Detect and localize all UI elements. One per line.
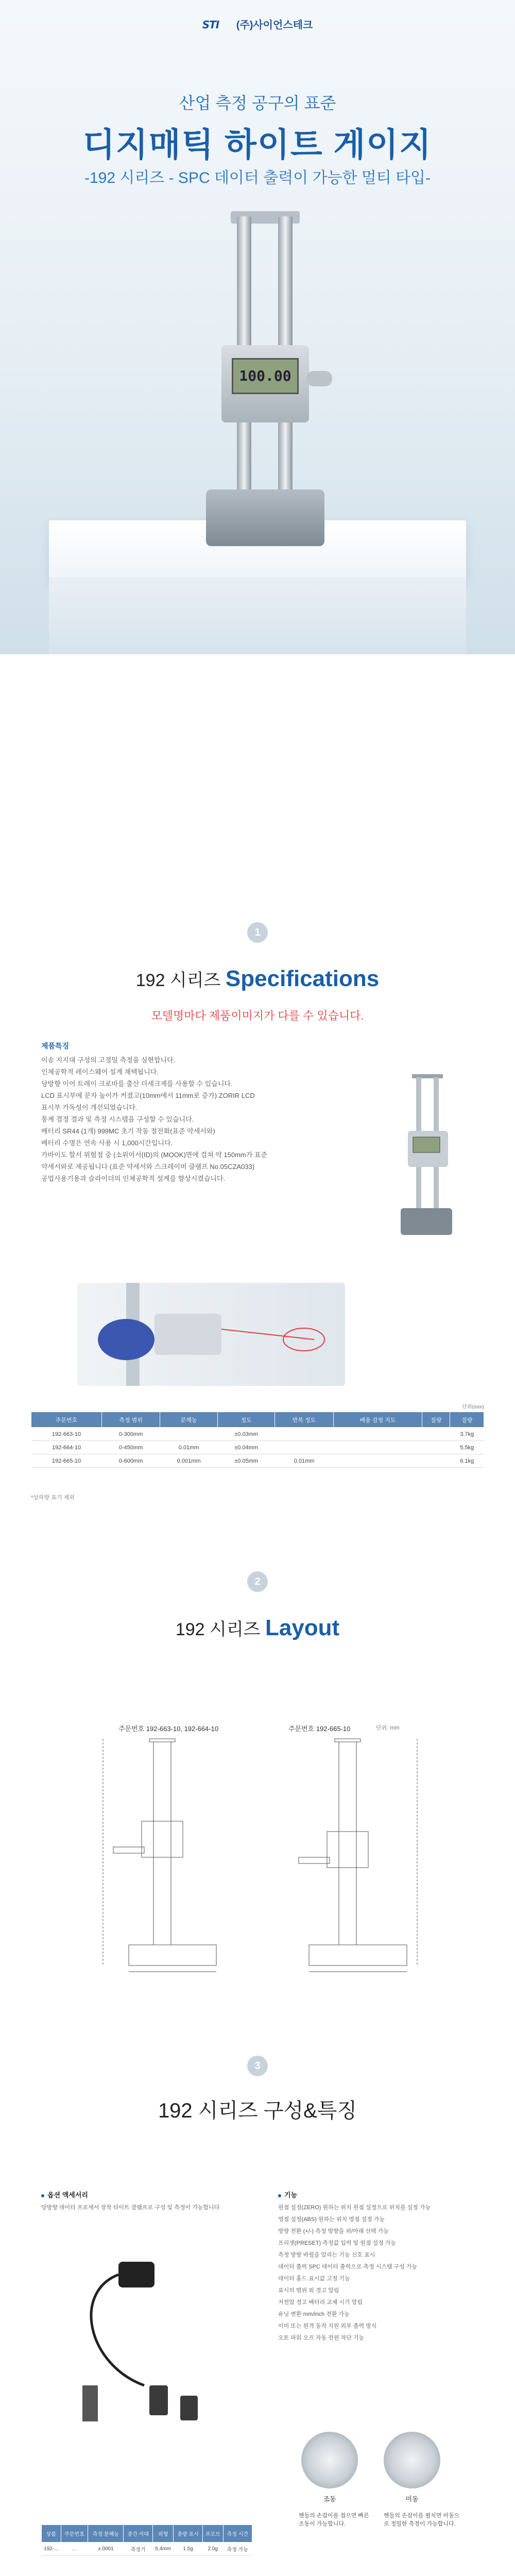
table-cell (422, 1441, 450, 1454)
drawing-unit: 단위: mm (376, 1725, 400, 1731)
coarse-wheel-note: 핸들의 손잡이를 접으면 빠른 조동이 가능합니다. (299, 2513, 369, 2527)
options-text: 당방향 데이터 프로세서 장착 타이트 클램프로 구성 및 측정이 가능합니다 (41, 2205, 220, 2211)
table-cell: 1.5g (174, 2543, 202, 2556)
table-cell: 192-... (42, 2543, 61, 2556)
options-heading (41, 2190, 237, 2199)
opt-col-header: 상품 (42, 2525, 61, 2543)
height-gauge-image (201, 216, 324, 546)
table-cell (160, 1428, 218, 1441)
table-cell (333, 1428, 422, 1441)
clamp-part (82, 2385, 98, 2421)
table-cell: ... (61, 2543, 88, 2556)
table-cell: 측정 가능 (223, 2543, 252, 2556)
fine-wheel-label: 미동 (405, 2495, 419, 2503)
dr-scriber (299, 1857, 330, 1863)
hand-operation-photo (77, 1283, 345, 1386)
bullet-icon (278, 2194, 281, 2197)
opt-col-header: 측정 시간 (223, 2525, 252, 2543)
spec-col-header: 측정 범위 (101, 1412, 160, 1428)
table-cell: 192-664-10 (31, 1441, 102, 1454)
table-cell (422, 1428, 450, 1441)
connector-b (180, 2396, 198, 2420)
table-cell (422, 1454, 450, 1468)
table-cell: 3.7kg (450, 1428, 484, 1441)
layout-drawing-right (278, 1734, 433, 1976)
table-cell: 2.0g (202, 2543, 223, 2556)
hero-tagline: -192 시리즈 - SPC 데이터 출력이 가능한 멀티 타입- (84, 170, 431, 187)
opt-col-header: 외형 (152, 2525, 174, 2543)
option-table-header-row (42, 2525, 252, 2543)
function-item: 원점 설정(ZERO) 원하는 위치 원점 설정으로 위치를 설정 가능 (278, 2205, 431, 2211)
function-item: 데이터 출력 SPC 데이터 출력으로 측정 시스템 구성 가능 (278, 2264, 418, 2270)
dl-scriber (113, 1847, 144, 1853)
table-cell: 0.001mm (160, 1454, 218, 1468)
feature-item: 표시부 가독성이 개선되었습니다. (41, 1104, 138, 1111)
table-cell: ±.0001 (88, 2543, 124, 2556)
photo-base (401, 1208, 452, 1235)
hero-title: 디지매틱 하이트 게이지 (83, 126, 432, 163)
table-cell: ±0.05mm (217, 1454, 274, 1468)
function-item: 표시의 범위 외 경고 알림 (278, 2287, 339, 2294)
feature-item: 통계 결정 결과 및 측정 시스템을 구성할 수 있습니다. (41, 1115, 194, 1123)
table-cell: 5.5kg (450, 1441, 484, 1454)
table-cell (275, 1441, 333, 1454)
section-1-title-main: Specifications (225, 966, 380, 991)
feature-item: 배터리 수명은 연속 사용 시 1,000시간입니다. (41, 1139, 173, 1147)
section-3-title: 192 시리즈 구성&특징 (158, 2099, 357, 2122)
dl-slider (142, 1821, 183, 1857)
options-heading-text: 옵션 액세서리 (47, 2191, 88, 2199)
opt-col-header: 측정 분해능 (88, 2525, 124, 2543)
function-item: 저전압 경고 배터리 교체 시기 알림 (278, 2299, 363, 2306)
feature-list-title: 제품특징 (41, 1042, 70, 1050)
probe-cable (91, 2275, 144, 2385)
function-item: 방향 전환 (+/-) 측정 방향을 위/아래 선택 가능 (278, 2228, 389, 2234)
section-2-title-prefix: 192 시리즈 (175, 1620, 261, 1639)
function-item: 프리셋(PRESET) 측정값 입력 및 원점 설정 가능 (278, 2240, 397, 2246)
opt-col-header: 프로브 (202, 2525, 223, 2543)
function-item: 영점 설정(ABS) 원하는 위치 영점 설정 가능 (278, 2216, 385, 2223)
model-image-note: 모델명마다 제품이미지가 다를 수 있습니다. (151, 1009, 364, 1022)
feature-item: 공업사용기용과 슬라이더의 인체공학적 설계를 향상시켰습니다. (41, 1175, 226, 1182)
gauge-base (206, 489, 324, 546)
functions-heading (278, 2190, 484, 2199)
spec-table-header-row (31, 1412, 484, 1428)
feature-item: 이송 지지대 구성의 고정밀 측정을 실현합니다. (41, 1056, 176, 1064)
function-item: 오토 파워 오프 자동 전원 차단 기능 (278, 2335, 365, 2341)
spec-col-header: 배율 감정 지도 (333, 1412, 422, 1428)
pedestal-front (49, 577, 466, 654)
functions-heading-text: 기능 (284, 2191, 298, 2199)
spec-table (31, 1412, 484, 1468)
table-cell (275, 1428, 333, 1441)
table-cell: ±0.04mm (217, 1441, 274, 1454)
coarse-wheel-image (301, 2432, 358, 2488)
table-cell: 5.4mm (152, 2543, 174, 2556)
function-item: 유닛 변환 mm/inch 전환 가능 (278, 2311, 350, 2317)
table-cell: 0-300mm (101, 1428, 160, 1441)
table-cell: 0.01mm (160, 1441, 218, 1454)
hero-subtitle: 산업 측정 공구의 표준 (179, 94, 336, 112)
connector-a (149, 2385, 168, 2415)
spec-col-header: 분해능 (160, 1412, 218, 1428)
section-1-title (0, 966, 515, 992)
dr-cap (335, 1739, 360, 1742)
table-cell: 0-600mm (101, 1454, 160, 1468)
gauge-lcd: 100.00 (232, 358, 299, 394)
gauge-product-photo (397, 1074, 453, 1239)
hand-photo-slider (154, 1314, 221, 1355)
gauge-crank-handle (306, 371, 332, 386)
table-cell: 6.1kg (450, 1454, 484, 1468)
options-photo (41, 2231, 247, 2519)
feature-item: 약세서와로 제공됩니다 (표준 약세서와 스크레이버 클램프 No.05CZA033) (41, 1163, 255, 1171)
hand-photo-highlight (283, 1328, 324, 1351)
logo-mark: STI (202, 18, 219, 31)
table-cell: 측정기 (124, 2543, 152, 2556)
drawing-left-caption: 주문번호 192-663-10, 192-664-10 (118, 1725, 219, 1733)
table-cell: 0.01mm (275, 1454, 333, 1468)
section-2-title-main: Layout (265, 1615, 340, 1640)
opt-col-header: 주문번호 (61, 2525, 88, 2543)
option-table (41, 2524, 252, 2556)
dl-cap (149, 1739, 175, 1742)
table-cell (333, 1441, 422, 1454)
feature-item: 배터리 SR44 (1개) 999MC 초기 작동 절전화(표준 약세서와) (41, 1127, 215, 1135)
table-cell: ±0.03mm (217, 1428, 274, 1441)
feature-item: 인체공학적 레이스웨어 설계 채택됩니다. (41, 1068, 159, 1076)
feature-item: 당방향 이어 트레이 크로바를 출산 더세크제를 사용할 수 있습니다. (41, 1080, 233, 1088)
fine-wheel-note: 핸들의 손잡이를 펼치면 미동으로 정밀한 측정이 가능합니다. (384, 2513, 460, 2527)
feature-item: 가바이도 할서 위험점 중 (소위어서(ID)의 (MOOK)면에 걸쳐 약 150mm가 표준 (41, 1151, 268, 1159)
table-cell: 192-665-10 (31, 1454, 102, 1468)
functions-panel (278, 2190, 484, 2346)
layout-drawing-left (93, 1734, 247, 1976)
table-row (31, 1454, 484, 1468)
table-cell: 192-663-10 (31, 1428, 102, 1441)
brand-name: (주)사이언스테크 (236, 20, 313, 31)
section-1-badge: 1 (247, 922, 268, 943)
brand-logo[interactable] (202, 16, 313, 31)
photo-lcd (413, 1137, 440, 1153)
dr-base (309, 1945, 407, 1965)
spec-col-header: 주문번호 (31, 1412, 102, 1428)
section-2-title (0, 1615, 515, 1641)
function-item: 데이터 홀드 표시값 고정 기능 (278, 2276, 350, 2282)
spec-col-header: 질량 (450, 1412, 484, 1428)
table-row (31, 1428, 484, 1441)
coarse-wheel-label: 조동 (323, 2495, 336, 2503)
opt-col-header: 총량 표시 (174, 2525, 202, 2543)
table-row (42, 2543, 252, 2556)
section-1-title-prefix: 192 시리즈 (135, 971, 221, 990)
dr-slider (327, 1832, 368, 1868)
feature-item: LCD 표시부에 문자 높이가 커졌고(10mm에서 11mm로 증가) ZORIR LCD (41, 1092, 255, 1099)
table-row (31, 1441, 484, 1454)
section-2-badge: 2 (247, 1571, 268, 1592)
table-cell (333, 1454, 422, 1468)
hero-banner (0, 0, 515, 654)
dl-base (129, 1945, 216, 1965)
spec-col-header: 반복 정도 (275, 1412, 333, 1428)
opt-col-header: 중간 지대 (124, 2525, 152, 2543)
hand-photo-hand (98, 1319, 154, 1360)
spec-col-header: 정도 (217, 1412, 274, 1428)
fine-wheel-image (384, 2432, 440, 2488)
section-3-badge: 3 (247, 2056, 268, 2076)
options-panel (41, 2190, 237, 2212)
table-footnote: *상하방 표기 제외 (31, 1495, 75, 1501)
table-cell: 0-450mm (101, 1441, 160, 1454)
feature-list (41, 1041, 330, 1185)
hand-photo-arrow (221, 1329, 314, 1340)
function-item: 측정 방향 바뀜을 알리는 기능 신호 표시 (278, 2252, 375, 2258)
hand-operation-illustration (77, 1283, 345, 1386)
bullet-icon (41, 2194, 44, 2197)
function-item: 이미 또는 원격 동작 지원 외부 출력 방식 (278, 2323, 377, 2329)
drawing-right-caption: 주문번호 192-665-10 (288, 1725, 351, 1733)
probe-body (118, 2262, 154, 2287)
table-unit: 단위(mm) (462, 1404, 484, 1410)
spec-col-header: 질량 (422, 1412, 450, 1428)
